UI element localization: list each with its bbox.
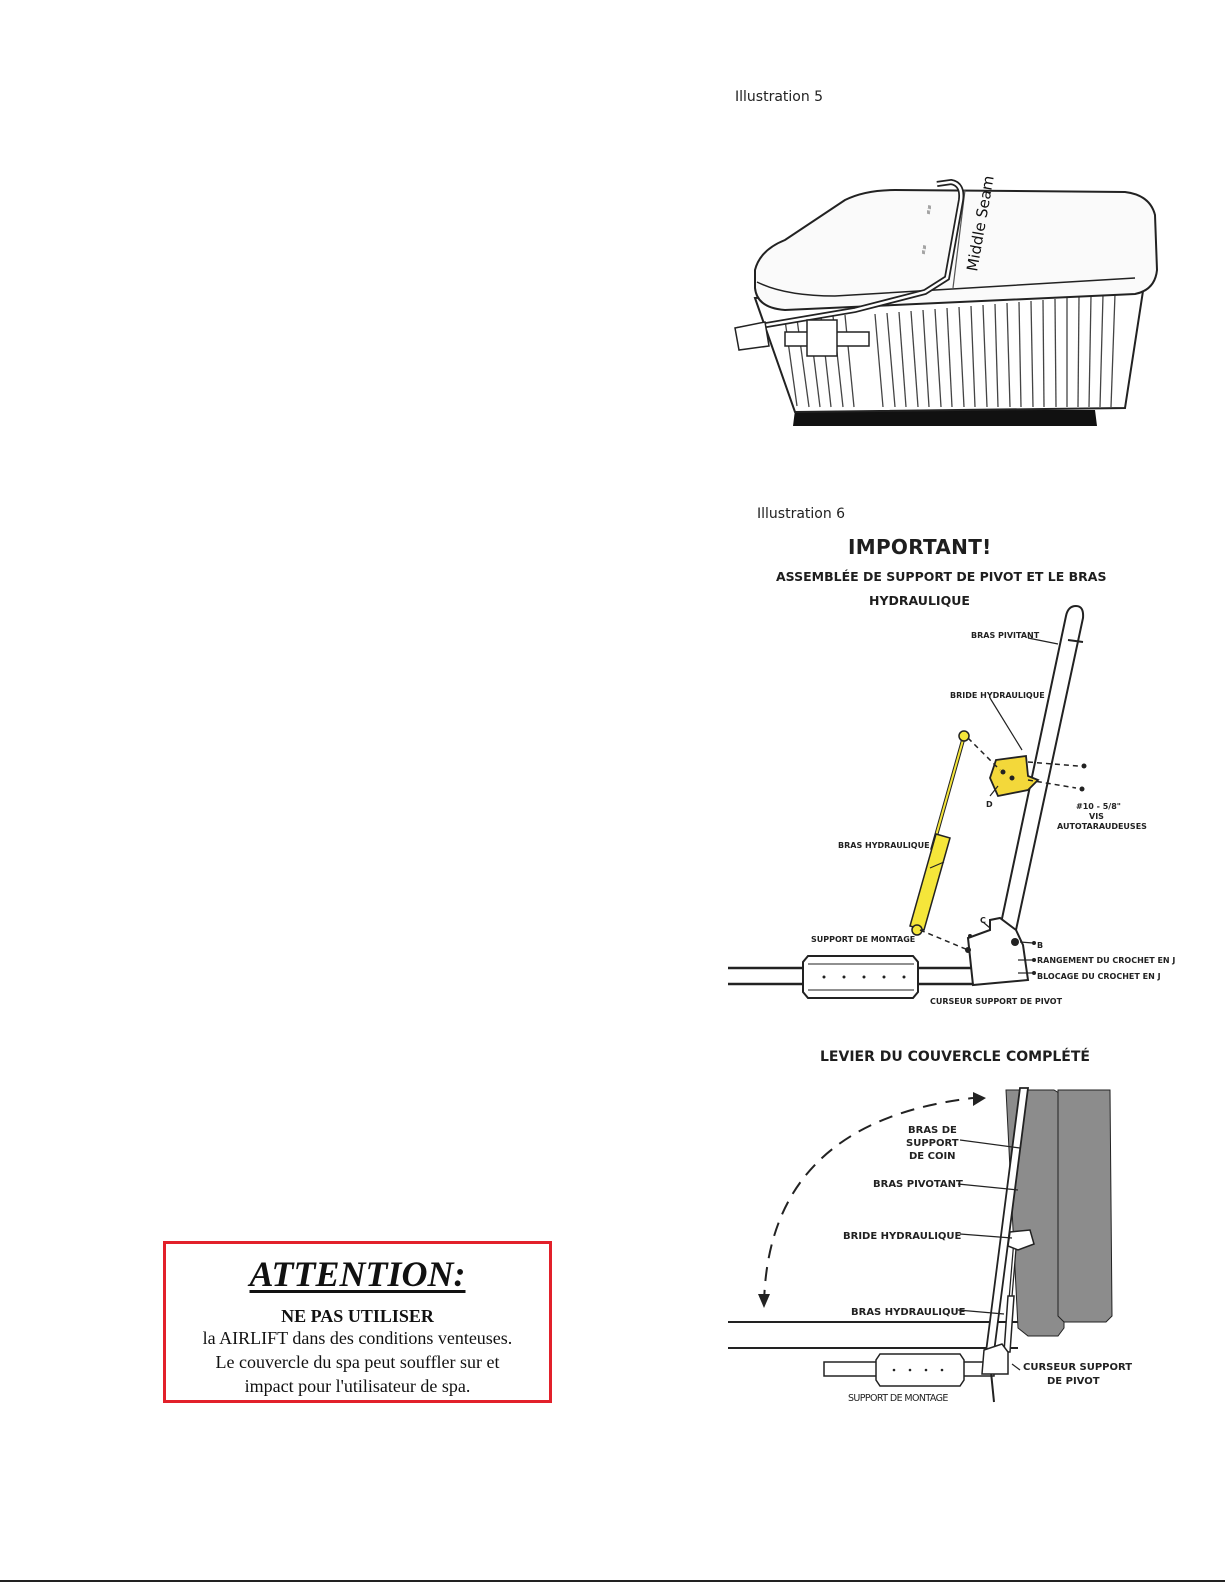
middle-seam-label: Middle Seam bbox=[963, 174, 998, 273]
label-blocage: BLOCAGE DU CROCHET EN J bbox=[1037, 972, 1161, 981]
hydraulic-arm bbox=[910, 731, 969, 935]
page-bottom-rule bbox=[0, 1580, 1225, 1582]
label-rangement: RANGEMENT DU CROCHET EN J bbox=[1037, 956, 1176, 965]
label-d: D bbox=[986, 800, 993, 809]
label-c: C bbox=[980, 916, 986, 925]
label-bras-pivotant: BRAS PIVOTANT bbox=[873, 1179, 963, 1190]
label-b: B bbox=[1037, 941, 1044, 950]
label-screws-line3: AUTOTARAUDEUSES bbox=[1057, 822, 1147, 831]
illustration-5-spa-drawing bbox=[725, 170, 1165, 440]
label-bride-hydraulique: BRIDE HYDRAULIQUE bbox=[950, 691, 1045, 700]
svg-text:≡≡: ≡≡ bbox=[925, 204, 934, 216]
label-bras-hydraulique: BRAS HYDRAULIQUE bbox=[838, 841, 930, 850]
completed-lever-title: LEVIER DU COUVERCLE COMPLÉTÉ bbox=[820, 1049, 1090, 1065]
label-curseur-support-pivot: CURSEUR SUPPORT DE PIVOT bbox=[930, 997, 1063, 1006]
warning-title: ATTENTION: bbox=[249, 1254, 466, 1294]
warning-line-2: la AIRLIFT dans des conditions venteuses. bbox=[202, 1328, 513, 1348]
svg-text:≡≡: ≡≡ bbox=[920, 244, 929, 256]
label-screws-line2: VIS bbox=[1089, 812, 1104, 821]
label-support-montage-2: SUPPORT DE MONTAGE bbox=[848, 1393, 948, 1404]
label-bras-pivitant: BRAS PIVITANT bbox=[971, 631, 1040, 640]
label-coin-line2: SUPPORT bbox=[906, 1138, 959, 1149]
label-screws-line1: #10 - 5/8" bbox=[1076, 802, 1121, 811]
label-coin-line1: BRAS DE bbox=[908, 1125, 957, 1136]
assembly-subtitle-line2: HYDRAULIQUE bbox=[869, 593, 970, 608]
warning-line-4: impact pour l'utilisateur de spa. bbox=[244, 1376, 471, 1396]
label-curseur-line2: DE PIVOT bbox=[1047, 1376, 1100, 1387]
assembly-subtitle-line1: ASSEMBLÉE DE SUPPORT DE PIVOT ET LE BRAS bbox=[776, 569, 1107, 584]
important-title: IMPORTANT! bbox=[848, 535, 992, 559]
label-bride-hydraulique-2: BRIDE HYDRAULIQUE bbox=[843, 1231, 962, 1242]
warning-line-3: Le couvercle du spa peut souffler sur et bbox=[215, 1352, 500, 1372]
label-curseur-line1: CURSEUR SUPPORT bbox=[1023, 1362, 1133, 1373]
label-bras-hydraulique-2: BRAS HYDRAULIQUE bbox=[851, 1307, 966, 1318]
warning-subtitle: NE PAS UTILISER bbox=[281, 1306, 434, 1326]
illustration-6-label: Illustration 6 bbox=[757, 506, 846, 522]
illustration-5-label: Illustration 5 bbox=[735, 89, 824, 105]
label-support-montage: SUPPORT DE MONTAGE bbox=[811, 935, 916, 944]
label-coin-line3: DE COIN bbox=[909, 1151, 956, 1162]
attention-warning-box bbox=[163, 1241, 552, 1403]
